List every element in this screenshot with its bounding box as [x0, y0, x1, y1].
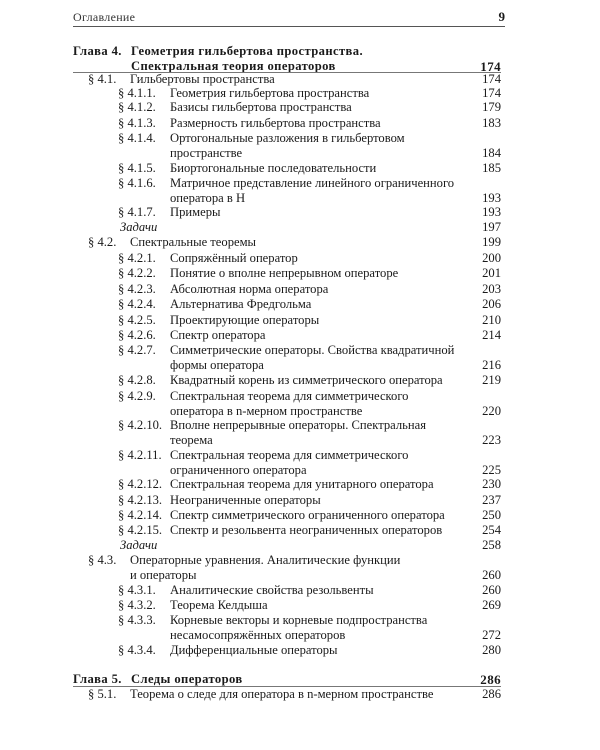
toc-page-number: 210 [482, 313, 501, 327]
toc-number: § 4.2.12. [118, 477, 163, 491]
toc-title: Матричное представление линейного ограниченного [170, 176, 455, 190]
toc-line [88, 687, 501, 702]
toc-line [73, 672, 501, 687]
toc-page-number: 201 [482, 266, 501, 280]
toc-title: Задачи [120, 220, 158, 234]
toc-title: Гильбертовы пространства [130, 72, 275, 86]
toc-line [118, 266, 501, 281]
toc-title: пространстве [170, 146, 243, 160]
toc-subsection [118, 643, 501, 658]
toc-page-number: 254 [482, 523, 501, 537]
toc-subsection [118, 86, 501, 101]
chapter-underline [73, 72, 501, 73]
toc-line [118, 493, 501, 508]
toc-line [118, 598, 501, 613]
toc-line [118, 146, 501, 161]
toc-number: § 4.1.2. [118, 100, 156, 114]
toc-number: § 4.2.5. [118, 313, 156, 327]
toc-number: § 4.2.10. [118, 418, 163, 432]
toc-number: § 4.2.15. [118, 523, 163, 537]
toc-chapter [73, 44, 501, 74]
toc-line [118, 538, 501, 553]
toc-title: Абсолютная норма оператора [170, 282, 329, 296]
toc-subsection [118, 389, 501, 419]
toc-number: Глава 4. [73, 44, 122, 58]
toc-number: § 4.2.4. [118, 297, 156, 311]
toc-title: Симметрические операторы. Свойства квадратичной [170, 343, 455, 357]
toc-page-number: 183 [482, 116, 501, 130]
toc-section [88, 235, 501, 250]
toc-subsection [118, 251, 501, 266]
toc-title: Геометрия гильбертова пространства. [131, 44, 364, 58]
chapter-underline [73, 686, 501, 687]
toc-page-number: 250 [482, 508, 501, 522]
toc-page-number: 193 [482, 191, 501, 205]
toc-line [118, 131, 501, 146]
toc-subsection [118, 523, 501, 538]
toc-title: Геометрия гильбертова пространства [170, 86, 370, 100]
toc-line [118, 116, 501, 131]
toc-subsection [118, 613, 501, 643]
running-head-title: Оглавление [73, 10, 136, 24]
toc-line [118, 220, 501, 235]
toc-number: § 4.3.1. [118, 583, 156, 597]
toc-line [118, 373, 501, 388]
toc-title: Базисы гильбертова пространства [170, 100, 352, 114]
toc-line [118, 191, 501, 206]
toc-line [118, 313, 501, 328]
toc-subsection [118, 205, 501, 220]
toc-title: Задачи [120, 538, 158, 552]
toc-page-number: 174 [480, 59, 501, 74]
toc-line [118, 328, 501, 343]
toc-line [118, 448, 501, 463]
toc-section [88, 553, 501, 583]
toc-title: Спектр симметрического ограниченного оператора [170, 508, 445, 522]
toc-title: оператора в H [170, 191, 246, 205]
toc-subsection [118, 176, 501, 206]
toc-page-number: 199 [482, 235, 501, 249]
toc-page-number: 220 [482, 404, 501, 418]
toc-line [118, 161, 501, 176]
toc-title: теорема [170, 433, 213, 447]
toc-number: § 4.2.11. [118, 448, 162, 462]
toc-number: § 4.2. [88, 235, 117, 249]
toc-title: несамосопряжённых операторов [170, 628, 346, 642]
toc-line [73, 44, 501, 59]
toc-number: § 4.2.1. [118, 251, 156, 265]
toc-number: § 4.2.3. [118, 282, 156, 296]
toc-page-number: 272 [482, 628, 501, 642]
toc-title: Альтернатива Фредгольма [170, 297, 312, 311]
toc-tasks [118, 538, 501, 553]
toc-title: Спектральная теорема для унитарного оператора [170, 477, 434, 491]
toc-subsection [118, 131, 501, 161]
toc-title: Операторные уравнения. Аналитические функции [130, 553, 401, 567]
toc-line [118, 463, 501, 478]
toc-subsection [118, 373, 501, 388]
toc-number: § 5.1. [88, 687, 117, 701]
toc-line [118, 205, 501, 220]
toc-subsection [118, 100, 501, 115]
toc-subsection [118, 508, 501, 523]
toc-line [118, 508, 501, 523]
toc-page-number: 230 [482, 477, 501, 491]
toc-number: § 4.1. [88, 72, 117, 86]
toc-page-number: 260 [482, 568, 501, 582]
toc-line [88, 72, 501, 87]
toc-title: Неограниченные операторы [170, 493, 321, 507]
toc-title: формы оператора [170, 358, 264, 372]
toc-number: § 4.2.6. [118, 328, 156, 342]
toc-page-number: 206 [482, 297, 501, 311]
toc-line [118, 176, 501, 191]
toc-number: § 4.2.8. [118, 373, 156, 387]
toc-number: § 4.3.3. [118, 613, 156, 627]
toc-title: Биортогональные последовательности [170, 161, 377, 175]
toc-line [118, 523, 501, 538]
toc-section [88, 687, 501, 702]
toc-line [118, 358, 501, 373]
toc-title: Сопряжённый оператор [170, 251, 298, 265]
toc-page-number: 174 [482, 72, 501, 86]
toc-subsection [118, 116, 501, 131]
toc-line [118, 282, 501, 297]
toc-title: Следы операторов [131, 672, 243, 686]
toc-page-number: 286 [480, 672, 501, 687]
toc-line [118, 86, 501, 101]
toc-title: Понятие о вполне непрерывном операторе [170, 266, 399, 280]
toc-line [118, 477, 501, 492]
toc-subsection [118, 448, 501, 478]
toc-line [118, 389, 501, 404]
toc-number: § 4.2.14. [118, 508, 163, 522]
toc-page-number: 214 [482, 328, 501, 342]
toc-page-number: 280 [482, 643, 501, 657]
toc-line [88, 568, 501, 583]
toc-number: § 4.3.4. [118, 643, 156, 657]
toc-subsection [118, 583, 501, 598]
toc-subsection [118, 313, 501, 328]
toc-page-number: 286 [482, 687, 501, 701]
toc-line [118, 418, 501, 433]
toc-page-number: 197 [482, 220, 501, 234]
toc-page-number: 184 [482, 146, 501, 160]
toc-subsection [118, 343, 501, 373]
toc-page-number: 225 [482, 463, 501, 477]
toc-page-number: 269 [482, 598, 501, 612]
toc-line [118, 583, 501, 598]
toc-number: § 4.2.2. [118, 266, 156, 280]
toc-title: Теорема Келдыша [170, 598, 268, 612]
running-head-page-number: 9 [498, 9, 505, 24]
toc-number: § 4.3.2. [118, 598, 156, 612]
toc-number: § 4.1.6. [118, 176, 156, 190]
toc-subsection [118, 282, 501, 297]
toc-page-number: 223 [482, 433, 501, 447]
toc-title: Квадратный корень из симметрического оператора [170, 373, 443, 387]
toc-line [118, 613, 501, 628]
toc-title: Спектр оператора [170, 328, 266, 342]
toc-page-number: 200 [482, 251, 501, 265]
toc-title: Корневые векторы и корневые подпространства [170, 613, 428, 627]
toc-title: Спектральная теорема для симметрического [170, 389, 409, 403]
toc-subsection [118, 161, 501, 176]
toc-page-number: 185 [482, 161, 501, 175]
toc-line [118, 100, 501, 115]
toc-title: Теорема о следе для оператора в n-мерном пространстве [130, 687, 434, 701]
toc-title: Размерность гильбертова пространства [170, 116, 381, 130]
toc-page-number: 179 [482, 100, 501, 114]
toc-line [88, 553, 501, 568]
toc-number: § 4.1.3. [118, 116, 156, 130]
toc-title: Спектральная теорема для симметрического [170, 448, 409, 462]
toc-number: § 4.2.9. [118, 389, 156, 403]
toc-line [118, 404, 501, 419]
toc-line [118, 297, 501, 312]
toc-title: Аналитические свойства резольвенты [170, 583, 374, 597]
toc-title: Спектр и резольвента неограниченных операторов [170, 523, 443, 537]
toc-subsection [118, 598, 501, 613]
toc-subsection [118, 477, 501, 492]
toc-line [118, 251, 501, 266]
toc-page-number: 216 [482, 358, 501, 372]
toc-chapter [73, 672, 501, 687]
toc-line [118, 628, 501, 643]
toc-number: § 4.3. [88, 553, 117, 567]
toc-title: ограниченного оператора [170, 463, 307, 477]
toc-number: § 4.1.1. [118, 86, 156, 100]
toc-title: Спектральные теоремы [130, 235, 257, 249]
toc-page-number: 219 [482, 373, 501, 387]
toc-title: Спектральная теория операторов [131, 59, 336, 73]
toc-title: Проектирующие операторы [170, 313, 320, 327]
toc-line [118, 433, 501, 448]
toc-title: оператора в n-мерном пространстве [170, 404, 363, 418]
toc-title: Вполне непрерывные операторы. Спектральная [170, 418, 426, 432]
toc-section [88, 72, 501, 87]
toc-line [118, 643, 501, 658]
toc-subsection [118, 266, 501, 281]
toc-page-number: 193 [482, 205, 501, 219]
toc-number: § 4.2.13. [118, 493, 163, 507]
toc-page-number: 174 [482, 86, 501, 100]
toc-title: Дифференциальные операторы [170, 643, 338, 657]
toc-number: Глава 5. [73, 672, 122, 686]
toc-title: Ортогональные разложения в гильбертовом [170, 131, 405, 145]
toc-page-number: 260 [482, 583, 501, 597]
toc-page-number: 203 [482, 282, 501, 296]
toc-line [88, 235, 501, 250]
toc-number: § 4.1.5. [118, 161, 156, 175]
toc-subsection [118, 297, 501, 312]
toc-page-number: 258 [482, 538, 501, 552]
toc-title: и операторы [130, 568, 197, 582]
toc-tasks [118, 220, 501, 235]
toc-page-number: 237 [482, 493, 501, 507]
toc-title: Примеры [170, 205, 221, 219]
toc-subsection [118, 418, 501, 448]
toc-subsection [118, 493, 501, 508]
toc-number: § 4.1.7. [118, 205, 156, 219]
toc-number: § 4.1.4. [118, 131, 156, 145]
toc-number: § 4.2.7. [118, 343, 156, 357]
toc-subsection [118, 328, 501, 343]
toc-line [118, 343, 501, 358]
